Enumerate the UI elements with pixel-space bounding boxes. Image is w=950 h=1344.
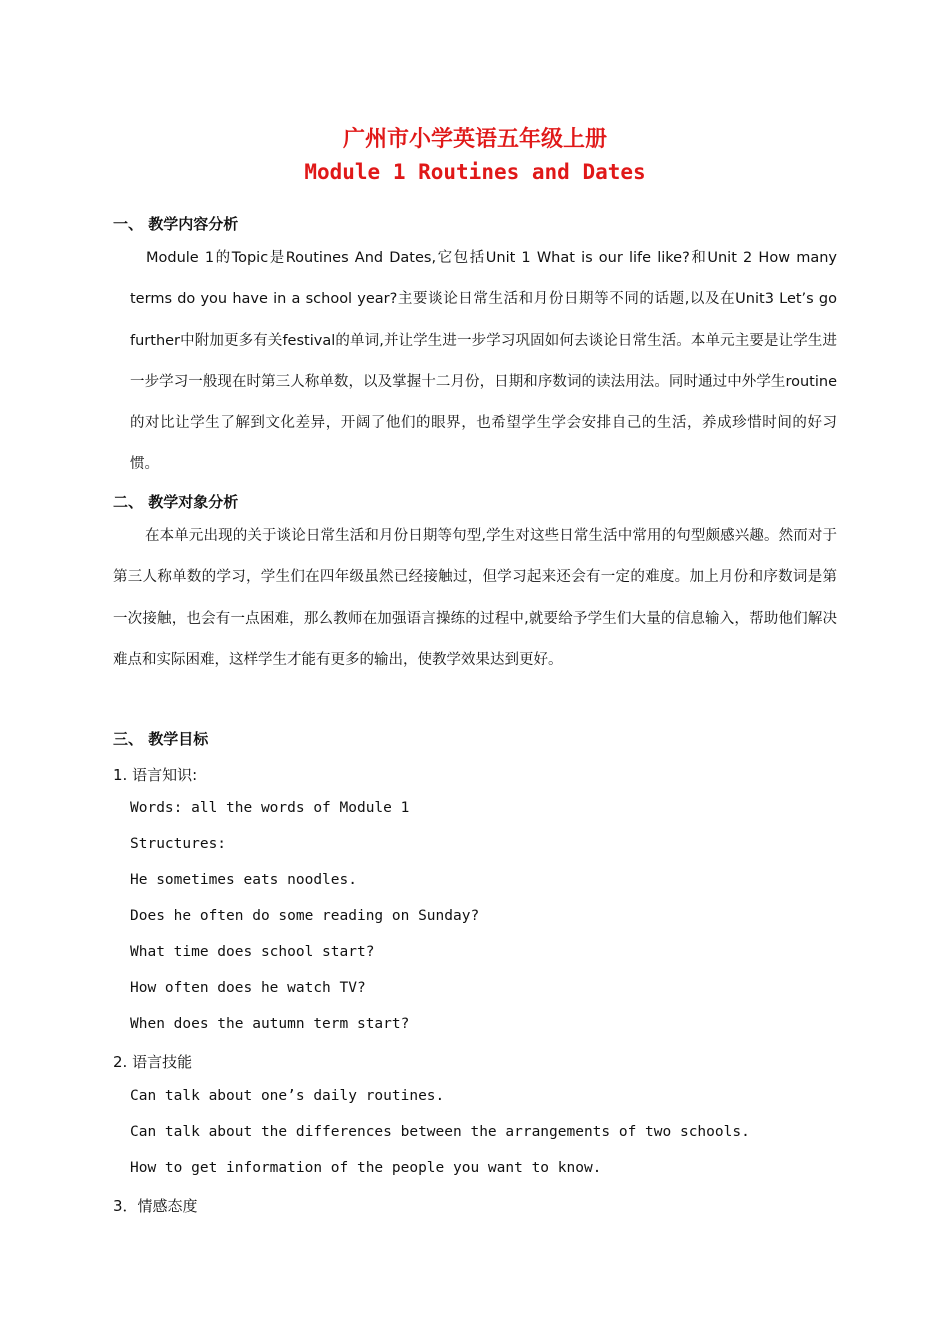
knowledge-line: He sometimes eats noodles.: [130, 872, 357, 888]
skill-line: Can talk about one’s daily routines.: [130, 1088, 445, 1104]
subheading-attitude: 3．情感态度: [113, 1197, 198, 1215]
skill-line: Can talk about the differences between the arrangements of two schools.: [130, 1124, 750, 1140]
document-title-chinese: 广州市小学英语五年级上册: [342, 127, 607, 152]
skill-line: How to get information of the people you want to know.: [130, 1160, 602, 1176]
knowledge-line: How often does he watch TV?: [130, 980, 366, 996]
knowledge-line: Structures:: [130, 836, 227, 852]
document-title-english: Module 1 Routines and Dates: [304, 160, 646, 184]
subheading-language-skills: 2. 语言技能: [113, 1053, 193, 1071]
learner-analysis-paragraph: 在本单元出现的关于谈论日常生活和月份日期等句型,学生对这些日常生活中常用的句型颇感兴趣。然而对于第三人称单数的学习，学生们在四年级虽然已经接触过，但学习起来还会有一定的难度。加上月份和序数词是第一次接触，也会有一点困难，那么教师在加强语言操练的过程中,就要给予学生们大量的信息输入，帮助他们解决难点和实际困难，这样学生才能有更多的输出，使教学效果达到更好。: [113, 528, 837, 668]
section-heading-learner-analysis: 二、 教学对象分析: [113, 493, 239, 511]
knowledge-line: When does the autumn term start?: [130, 1016, 410, 1032]
knowledge-line: Words: all the words of Module 1: [130, 800, 410, 816]
content-analysis-paragraph: Module 1的Topic是Routines And Dates,它包括Unit 1 What is our life like?和Unit 2 How many terms do you have in a school year?主要谈论日常生活和月份日期等不同的话题,以及在Unit3 Let’s go further中附加更多有关festival的单词,并让学生进一步学习巩固如何去谈论日常生活。本单元主要是让学生进一步学习一般现在时第三人称单数，以及掌握十二月份，日期和序数词的读法用法。同时通过中外学生routine的对比让学生了解到文化差异，开阔了他们的眼界，也希望学生学会安排自己的生活，养成珍惜时间的好习惯。: [130, 250, 837, 473]
section-heading-content-analysis: 一、 教学内容分析: [113, 215, 239, 233]
knowledge-line: Does he often do some reading on Sunday?: [130, 908, 480, 924]
subheading-language-knowledge: 1. 语言知识:: [113, 766, 198, 784]
section-heading-teaching-objectives: 三、 教学目标: [113, 730, 209, 748]
knowledge-line: What time does school start?: [130, 944, 375, 960]
